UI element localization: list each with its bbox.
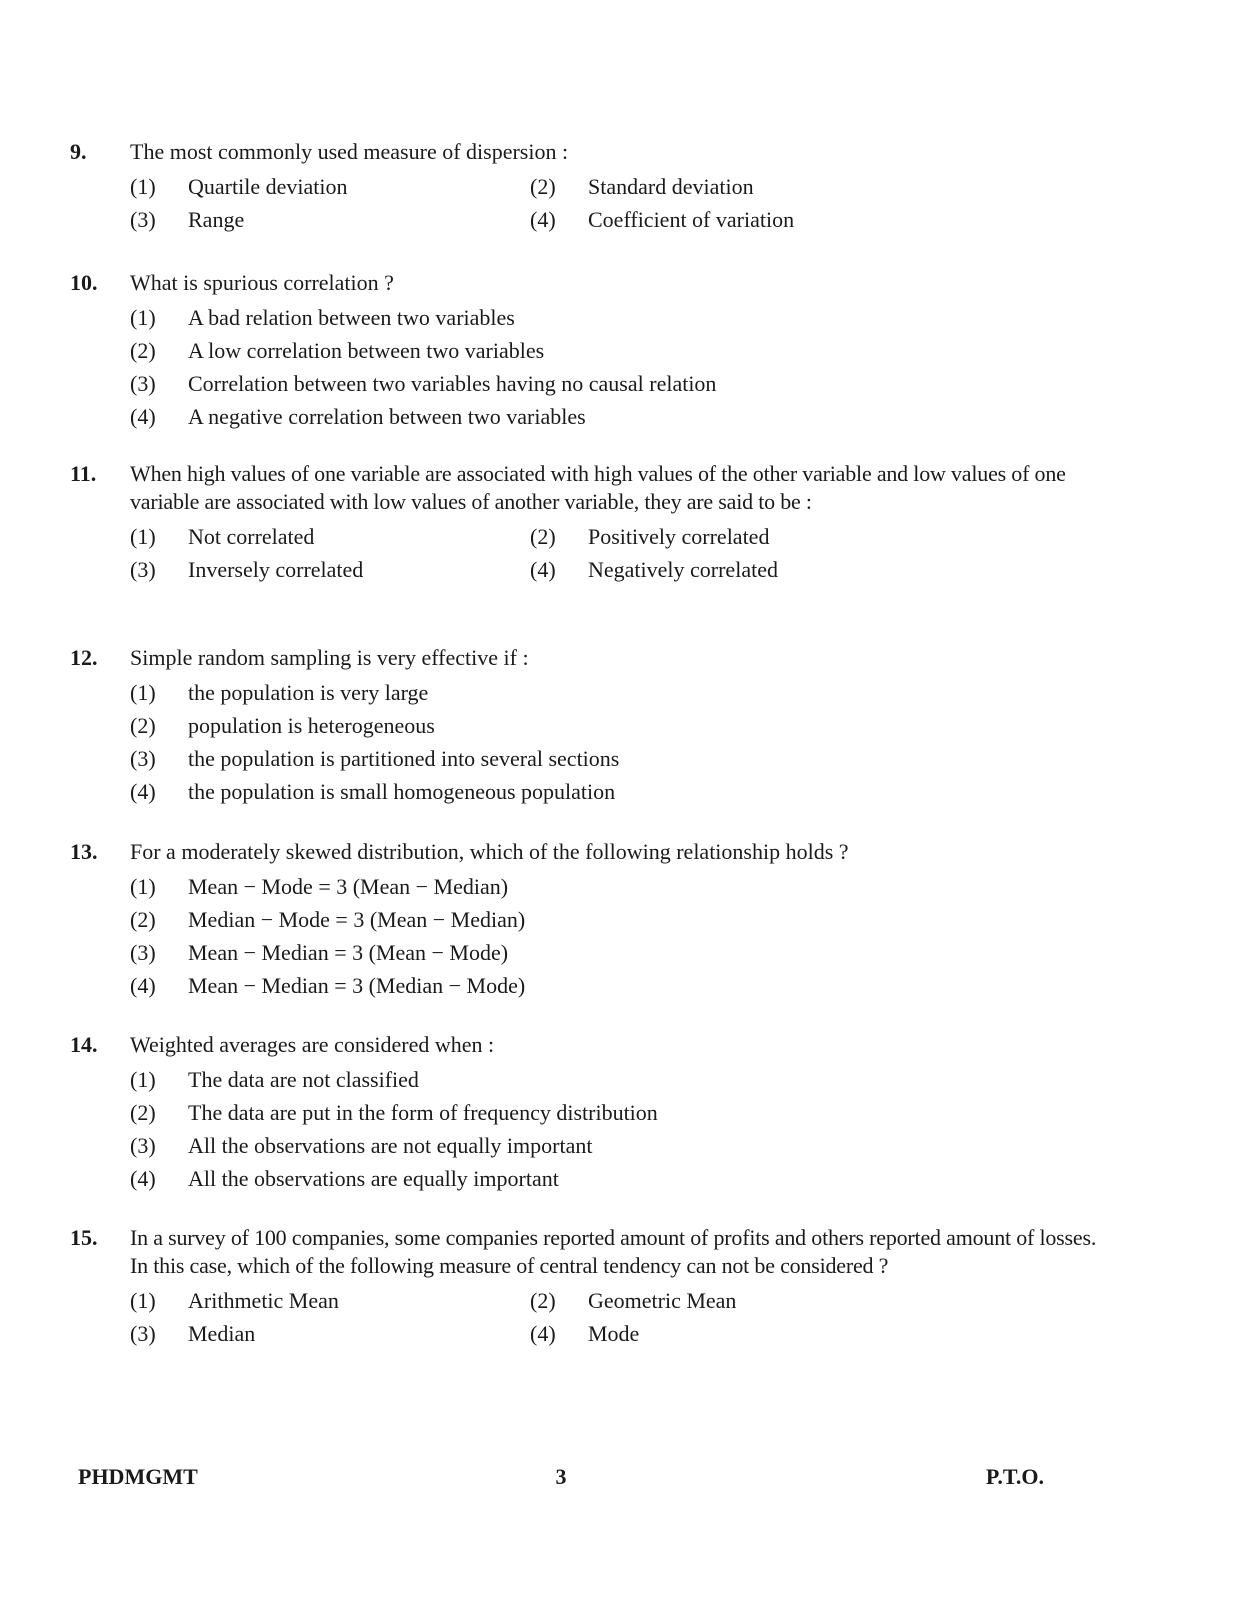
option-text: All the observations are not equally important — [188, 1132, 593, 1158]
option-number: (4) — [130, 972, 156, 998]
option-number: (2) — [530, 523, 556, 549]
option-text: Standard deviation — [588, 173, 754, 199]
option-2 — [530, 174, 930, 200]
option-text: All the observations are equally important — [188, 1165, 559, 1191]
option-number: (4) — [130, 778, 156, 804]
option-text: A bad relation between two variables — [188, 304, 515, 330]
option-text: Positively correlated — [588, 523, 770, 549]
option-number: (1) — [130, 523, 156, 549]
option-4 — [130, 404, 586, 430]
page-number: 3 — [555, 1464, 567, 1489]
option-text: the population is small homogeneous population — [188, 778, 616, 804]
option-4 — [130, 973, 525, 999]
option-number: (3) — [130, 206, 156, 232]
option-text: A low correlation between two variables — [188, 337, 545, 363]
question-text: In a survey of 100 companies, some companies reported amount of profits and others reported amount of losses. In this case, which of the following measure of central tendency can not be considered ? — [130, 1225, 1097, 1278]
option-3 — [130, 1321, 530, 1347]
options-list — [130, 870, 1100, 1002]
option-2 — [130, 1100, 658, 1126]
option-number: (3) — [130, 556, 156, 582]
please-turn-over: P.T.O. — [985, 1464, 1044, 1489]
option-number: (3) — [130, 745, 156, 771]
option-number: (3) — [130, 1132, 156, 1158]
question-text: For a moderately skewed distribution, which of the following relationship holds ? — [130, 839, 849, 864]
option-4 — [130, 779, 615, 805]
option-1 — [130, 1288, 530, 1314]
option-text: Negatively correlated — [588, 556, 778, 582]
option-text: Mode — [588, 1320, 640, 1346]
option-text: The data are put in the form of frequency distribution — [188, 1099, 658, 1125]
question-number: 10. — [70, 270, 98, 295]
option-text: Not correlated — [188, 523, 315, 549]
question-15 — [70, 1224, 1100, 1350]
option-text: Median − Mode = 3 (Mean − Median) — [188, 906, 526, 932]
option-number: (3) — [130, 939, 156, 965]
question-10 — [70, 269, 1100, 433]
option-3 — [130, 1133, 592, 1159]
option-text: Quartile deviation — [188, 173, 348, 199]
options-list — [130, 676, 1100, 808]
question-9 — [70, 138, 1100, 236]
option-text: Mean − Mode = 3 (Mean − Median) — [188, 873, 509, 899]
option-1 — [130, 524, 530, 550]
question-text: What is spurious correlation ? — [130, 270, 394, 295]
question-number: 14. — [70, 1032, 98, 1057]
option-1 — [130, 305, 515, 331]
option-text: Geometric Mean — [588, 1287, 737, 1313]
option-3 — [130, 746, 619, 772]
option-number: (1) — [130, 173, 156, 199]
page-footer — [78, 1464, 1044, 1494]
option-number: (2) — [530, 1287, 556, 1313]
option-2 — [130, 907, 525, 933]
question-number: 11. — [70, 461, 97, 486]
option-text: Range — [188, 206, 245, 232]
question-text: Weighted averages are considered when : — [130, 1032, 495, 1057]
option-text: Median — [188, 1320, 256, 1346]
question-12 — [70, 644, 1100, 808]
option-text: Arithmetic Mean — [188, 1287, 339, 1313]
options-list — [130, 1063, 1100, 1195]
question-number: 12. — [70, 645, 98, 670]
option-number: (2) — [130, 712, 156, 738]
option-number: (1) — [130, 1066, 156, 1092]
option-text: population is heterogeneous — [188, 712, 435, 738]
option-2 — [530, 1288, 930, 1314]
option-1 — [130, 680, 428, 706]
option-text: The data are not classified — [188, 1066, 419, 1092]
option-1 — [130, 174, 530, 200]
option-number: (1) — [130, 304, 156, 330]
question-text: The most commonly used measure of dispersion : — [130, 139, 569, 164]
option-1 — [130, 1067, 419, 1093]
option-number: (3) — [130, 370, 156, 396]
option-3 — [130, 557, 530, 583]
option-text: Inversely correlated — [188, 556, 364, 582]
options-list — [130, 301, 1100, 433]
option-number: (2) — [530, 173, 556, 199]
question-11 — [70, 460, 1100, 586]
option-number: (2) — [130, 906, 156, 932]
option-number: (2) — [130, 337, 156, 363]
option-number: (1) — [130, 679, 156, 705]
option-text: Correlation between two variables having no causal relation — [188, 370, 717, 396]
options-grid — [130, 170, 1100, 236]
option-4 — [530, 1321, 930, 1347]
option-text: the population is very large — [188, 679, 429, 705]
option-4 — [530, 207, 930, 233]
option-number: (1) — [130, 1287, 156, 1313]
question-number: 9. — [70, 139, 87, 164]
question-number: 15. — [70, 1225, 98, 1250]
option-3 — [130, 207, 530, 233]
option-2 — [130, 338, 544, 364]
option-number: (4) — [530, 206, 556, 232]
option-number: (4) — [130, 1165, 156, 1191]
question-text: When high values of one variable are associated with high values of the other variable and low values of one variable are associated with low values of another variable, they are said to be : — [130, 461, 1066, 514]
option-text: A negative correlation between two variables — [188, 403, 586, 429]
option-3 — [130, 940, 508, 966]
option-2 — [130, 713, 435, 739]
option-text: Mean − Median = 3 (Median − Mode) — [188, 972, 526, 998]
question-13 — [70, 838, 1100, 1002]
option-4 — [530, 557, 930, 583]
option-3 — [130, 371, 716, 397]
question-number: 13. — [70, 839, 98, 864]
option-number: (2) — [130, 1099, 156, 1125]
option-4 — [130, 1166, 559, 1192]
options-grid — [130, 520, 1100, 586]
option-number: (4) — [530, 556, 556, 582]
option-number: (1) — [130, 873, 156, 899]
options-grid — [130, 1284, 1100, 1350]
option-text: the population is partitioned into several sections — [188, 745, 620, 771]
option-number: (3) — [130, 1320, 156, 1346]
option-text: Mean − Median = 3 (Mean − Mode) — [188, 939, 509, 965]
paper-code: PHDMGMT — [78, 1464, 198, 1489]
question-text: Simple random sampling is very effective if : — [130, 645, 529, 670]
option-2 — [530, 524, 930, 550]
question-14 — [70, 1031, 1100, 1195]
option-number: (4) — [530, 1320, 556, 1346]
option-1 — [130, 874, 508, 900]
option-number: (4) — [130, 403, 156, 429]
option-text: Coefficient of variation — [588, 206, 795, 232]
